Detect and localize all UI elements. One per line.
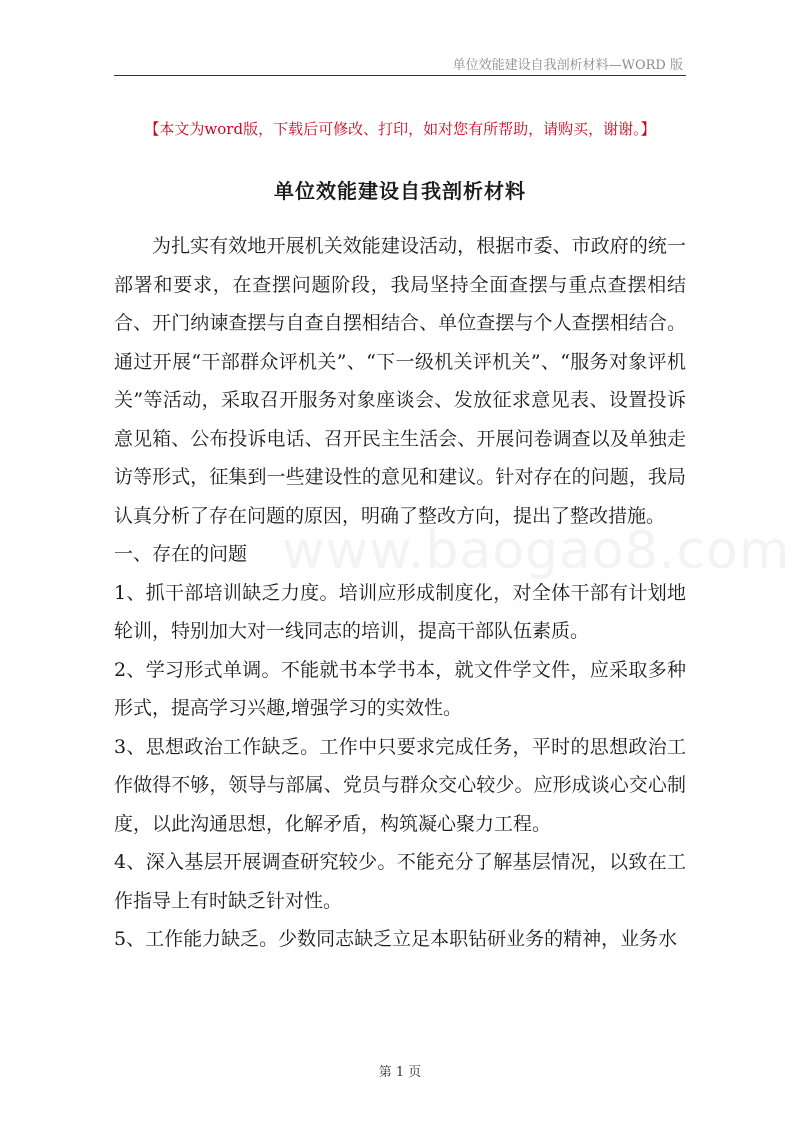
intro-paragraph: 为扎实有效地开展机关效能建设活动，根据市委、市政府的统一部署和要求，在查摆问题阶段，我局坚持全面查摆与重点查摆相结合、开门纳谏查摆与自查自摆相结合、单位查摆与个人查摆相结合。通过开展“干部群众评机关”、“下一级机关评机关”、“服务对象评机关”等活动，采取召开服务对象座谈会、发放征求意见表、设置投诉意见箱、公布投诉电话、召开民主生活会、开展问卷调查以及单独走访等形式，征集到一些建设性的意见和建议。针对存在的问题，我局认真分析了存在问题的原因，明确了整改方向，提出了整改措施。 [114, 235, 686, 527]
page-number: 第 1 页 [378, 1065, 422, 1080]
running-header: 单位效能建设自我剖析材料—WORD 版 [452, 58, 683, 73]
watermark: www.baogao8.com [282, 521, 791, 581]
header-divider [114, 75, 686, 76]
issue-item-2: 2、学习形式单调。不能就书本学书本，就文件学文件，应采取多种形式，提高学习兴趣,增强学习的实效性。 [114, 658, 686, 719]
document-body [114, 227, 686, 959]
download-notice: 【本文为word版，下载后可修改、打印，如对您有所帮助，请购买，谢谢。】 [144, 120, 656, 138]
section-heading: 一、存在的问题 [114, 543, 248, 565]
issue-item-3: 3、思想政治工作缺乏。工作中只要求完成任务，平时的思想政治工作做得不够，领导与部属、党员与群众交心较少。应形成谈心交心制度，以此沟通思想，化解矛盾，构筑凝心聚力工程。 [114, 735, 686, 835]
issue-item-1: 1、抓干部培训缺乏力度。培训应形成制度化，对全体干部有计划地轮训，特别加大对一线同志的培训，提高干部队伍素质。 [114, 581, 686, 642]
issue-item-4: 4、深入基层开展调查研究较少。不能充分了解基层情况，以致在工作指导上有时缺乏针对性。 [114, 851, 686, 912]
issue-item-5: 5、工作能力缺乏。少数同志缺乏立足本职钻研业务的精神，业务水 [114, 928, 678, 950]
document-title: 单位效能建设自我剖析材料 [274, 179, 526, 203]
